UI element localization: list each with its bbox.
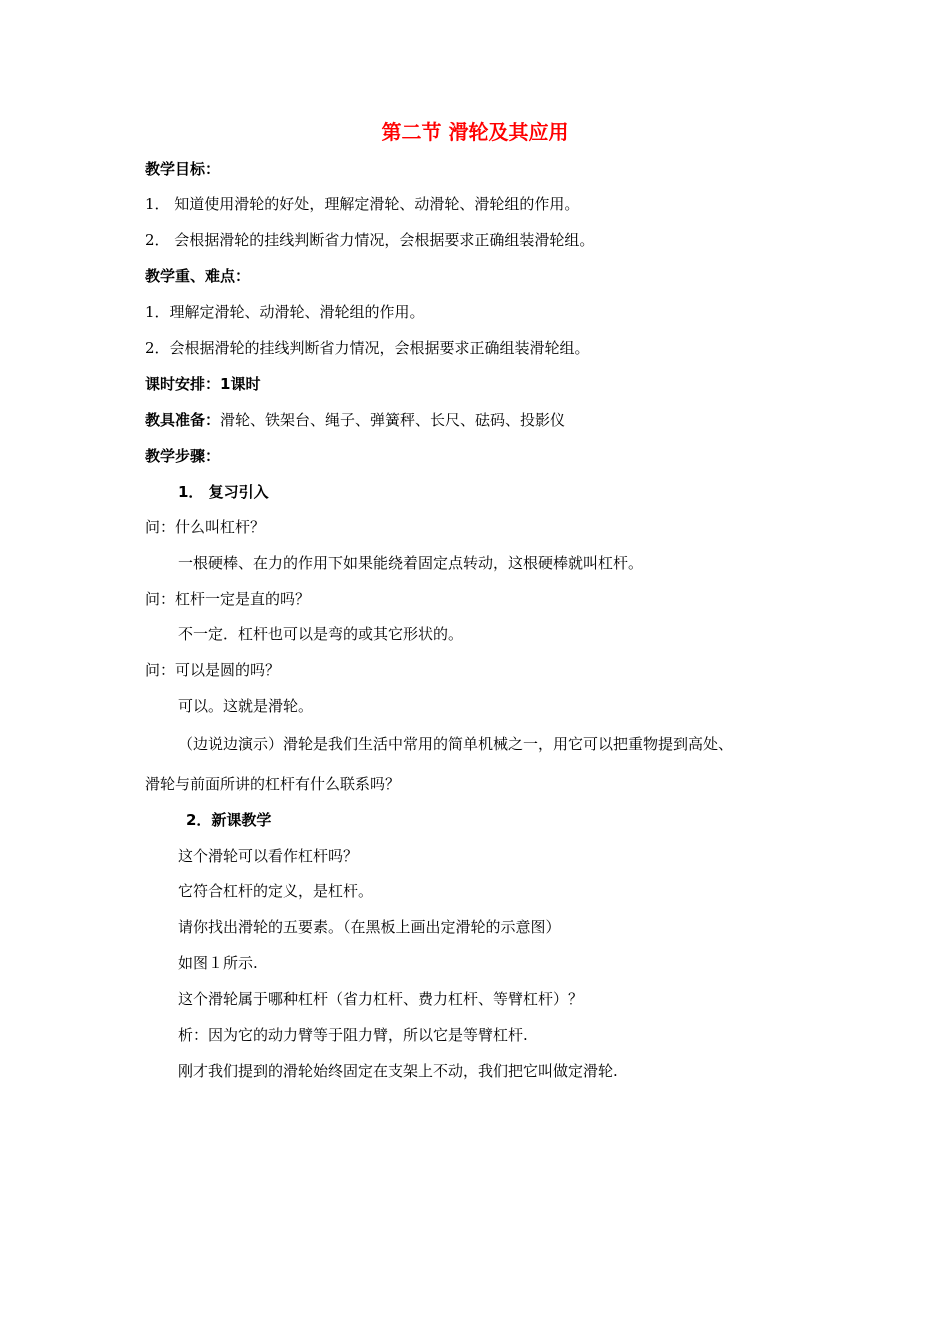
key-point-item: 2．会根据滑轮的挂线判断省力情况，会根据要求正确组装滑轮组。 bbox=[145, 339, 590, 357]
materials-text: 滑轮、铁架台、绳子、弹簧秤、长尺、砝码、投影仪 bbox=[220, 411, 566, 429]
materials-label: 教具准备： bbox=[145, 411, 221, 429]
question-line: 问：可以是圆的吗？ bbox=[145, 661, 281, 679]
key-point-item: 1．理解定滑轮、动滑轮、滑轮组的作用。 bbox=[145, 303, 425, 321]
objectives-heading: 教学目标： bbox=[145, 160, 221, 178]
steps-heading: 教学步骤： bbox=[145, 447, 221, 465]
paragraph-line: 析：因为它的动力臂等于阻力臂，所以它是等臂杠杆. bbox=[178, 1026, 528, 1044]
objective-item: 1． 知道使用滑轮的好处，理解定滑轮、动滑轮、滑轮组的作用。 bbox=[145, 195, 580, 213]
step1-heading: 1． 复习引入 bbox=[178, 483, 269, 501]
key-points-heading: 教学重、难点： bbox=[145, 267, 251, 285]
question-line: 问：杠杆一定是直的吗？ bbox=[145, 590, 311, 608]
page-title: 第二节 滑轮及其应用 bbox=[381, 120, 569, 144]
paragraph-line: 如图１所示. bbox=[178, 954, 258, 972]
answer-line: 一根硬棒、在力的作用下如果能绕着固定点转动，这根硬棒就叫杠杆。 bbox=[178, 554, 644, 572]
answer-line: 可以。这就是滑轮。 bbox=[178, 697, 314, 715]
paragraph-line: 这个滑轮可以看作杠杆吗？ bbox=[178, 847, 359, 865]
paragraph-line: 这个滑轮属于哪种杠杆（省力杠杆、费力杠杆、等臂杠杆）？ bbox=[178, 990, 584, 1008]
objective-item: 2． 会根据滑轮的挂线判断省力情况，会根据要求正确组装滑轮组。 bbox=[145, 231, 595, 249]
paragraph-line: 滑轮与前面所讲的杠杆有什么联系吗？ bbox=[145, 775, 401, 793]
question-line: 问：什么叫杠杆？ bbox=[145, 518, 266, 536]
paragraph-line: （边说边演示）滑轮是我们生活中常用的简单机械之一，用它可以把重物提到高处、 bbox=[178, 735, 734, 753]
schedule: 课时安排：1课时 bbox=[145, 375, 261, 393]
answer-line: 不一定．杠杆也可以是弯的或其它形状的。 bbox=[178, 625, 464, 643]
step2-heading: 2．新课教学 bbox=[186, 811, 272, 829]
materials-line bbox=[145, 409, 565, 431]
paragraph-line: 刚才我们提到的滑轮始终固定在支架上不动，我们把它叫做定滑轮. bbox=[178, 1062, 618, 1080]
paragraph-line: 它符合杠杆的定义，是杠杆。 bbox=[178, 882, 374, 900]
paragraph-line: 请你找出滑轮的五要素。（在黑板上画出定滑轮的示意图） bbox=[178, 918, 561, 936]
